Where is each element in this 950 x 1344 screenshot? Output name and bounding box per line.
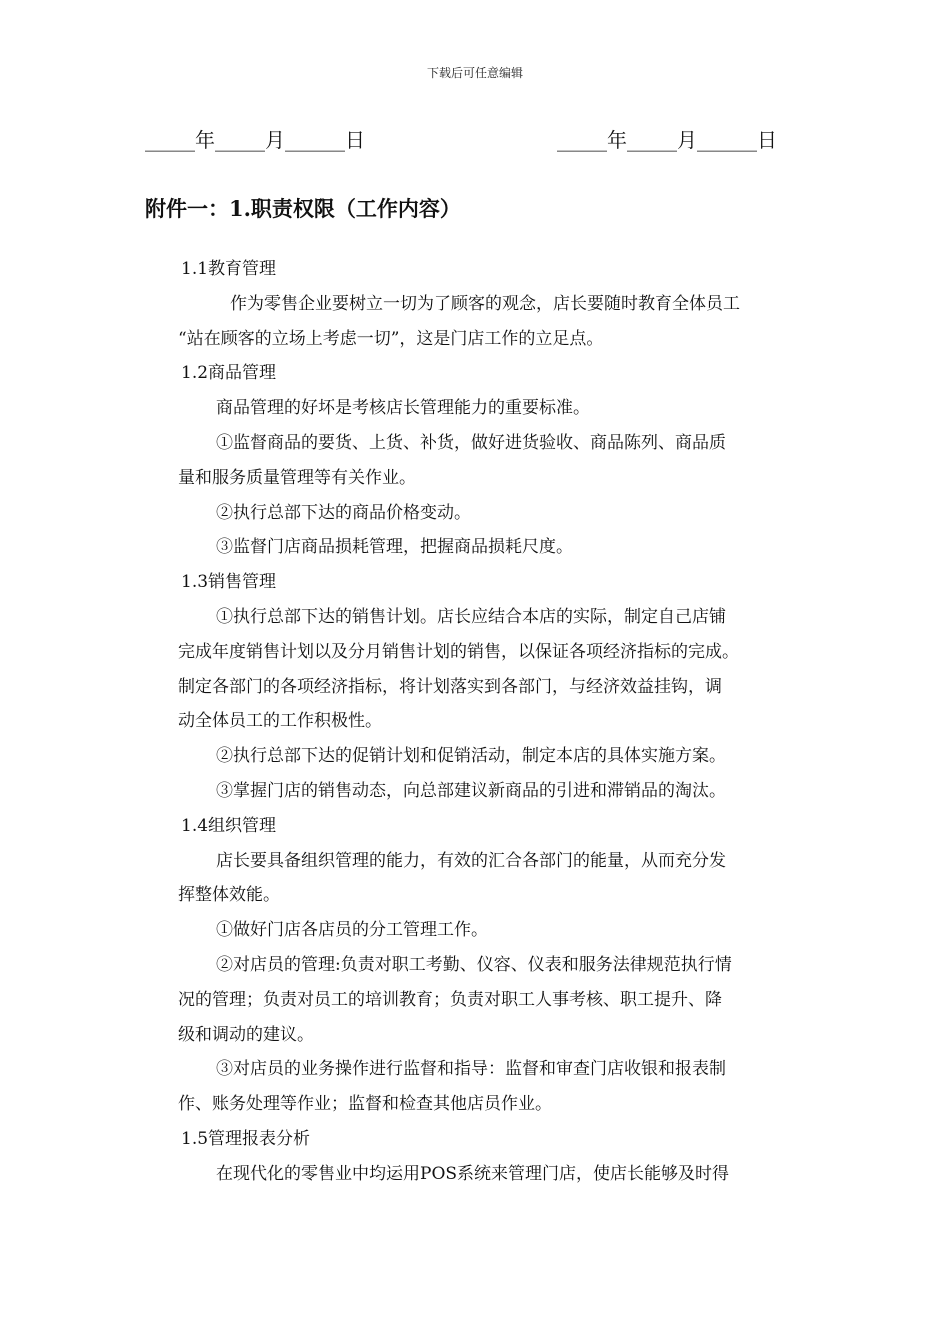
section-heading: 1.5管理报表分析: [181, 1128, 311, 1149]
paragraph-line: 制定各部门的各项经济指标，将计划落实到各部门，与经济效益挂钩，调: [178, 676, 722, 697]
date-field-right: _____年_____月______日: [557, 128, 777, 152]
paragraph-line: ③对店员的业务操作进行监督和指导：监督和审查门店收银和报表制: [216, 1059, 726, 1080]
paragraph-line: ②执行总部下达的商品价格变动。: [216, 502, 471, 523]
paragraph-line: ①做好门店各店员的分工管理工作。: [216, 920, 488, 941]
header-note: 下载后可任意编辑: [426, 66, 523, 80]
document-body: [178, 252, 818, 1192]
paragraph-line: 作、账务处理等作业；监督和检查其他店员作业。: [178, 1094, 552, 1115]
paragraph-line: “站在顾客的立场上考虑一切”，这是门店工作的立足点。: [178, 328, 604, 349]
paragraph-line: 挥整体效能。: [178, 885, 280, 906]
paragraph-line: ①执行总部下达的销售计划。店长应结合本店的实际，制定自己店铺: [216, 606, 726, 627]
paragraph-line: ③掌握门店的销售动态，向总部建议新商品的引进和滞销品的淘汰。: [216, 780, 726, 801]
section-heading: 1.2商品管理: [181, 363, 277, 384]
paragraph-line: 况的管理；负责对员工的培训教育；负责对职工人事考核、职工提升、降: [178, 989, 722, 1010]
paragraph-line: ①监督商品的要货、上货、补货，做好进货验收、商品陈列、商品质: [216, 432, 726, 453]
paragraph-line: 量和服务质量管理等有关作业。: [178, 467, 416, 488]
section-heading: 1.1教育管理: [181, 259, 277, 279]
section-heading: 1.3销售管理: [181, 572, 277, 593]
paragraph-line: ②执行总部下达的促销计划和促销活动，制定本店的具体实施方案。: [216, 746, 726, 767]
paragraph-line: 商品管理的好坏是考核店长管理能力的重要标准。: [216, 398, 590, 419]
paragraph-line: 完成年度销售计划以及分月销售计划的销售，以保证各项经济指标的完成。: [178, 641, 739, 662]
paragraph-line: 作为零售企业要树立一切为了顾客的观念，店长要随时教育全体员工: [230, 293, 740, 314]
paragraph-line: ②对店员的管理:负责对职工考勤、仪容、仪表和服务法律规范执行情: [216, 954, 732, 975]
attachment-title: 附件一：1.职责权限（工作内容）: [145, 196, 461, 221]
paragraph-line: 动全体员工的工作积极性。: [178, 711, 382, 732]
paragraph-line: 在现代化的零售业中均运用POS系统来管理门店，使店长能够及时得: [216, 1163, 730, 1184]
section-heading: 1.4组织管理: [181, 815, 277, 836]
paragraph-line: ③监督门店商品损耗管理，把握商品损耗尺度。: [216, 537, 573, 558]
paragraph-line: 店长要具备组织管理的能力，有效的汇合各部门的能量，从而充分发: [216, 850, 726, 871]
date-field-left: _____年_____月______日: [145, 128, 365, 152]
paragraph-line: 级和调动的建议。: [178, 1024, 314, 1045]
